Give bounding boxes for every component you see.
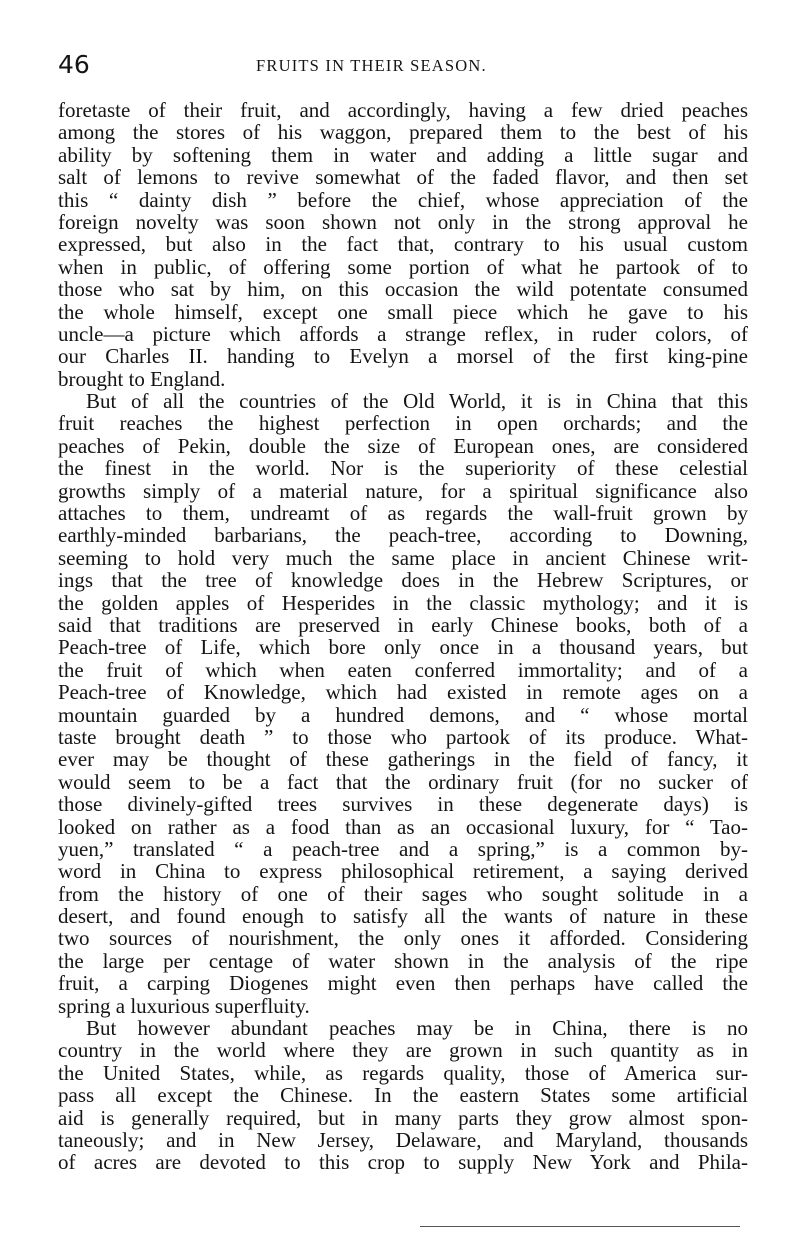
text-line: attaches to them, undreamt of as regards the wall-fruit grown by	[58, 501, 748, 526]
text-line: aid is generally required, but in many parts they grow almost spon-	[58, 1105, 748, 1130]
text-line: expressed, but also in the fact that, contrary to his usual custom	[58, 232, 748, 257]
text-line: the whole himself, except one small piece which he gave to his	[58, 299, 748, 324]
page-number: 46	[58, 50, 90, 79]
text-line: of acres are devoted to this crop to supply New York and Phila-	[58, 1150, 748, 1175]
text-line: the large per centage of water shown in the analysis of the ripe	[58, 948, 748, 973]
text-line: But of all the countries of the Old World, it is in China that this	[86, 389, 748, 414]
text-line: those divinely-gifted trees survives in these degenerate days) is	[58, 792, 748, 817]
text-line: fruit reaches the highest perfection in open orchards; and the	[58, 411, 748, 436]
text-line: spring a luxurious superfluity.	[58, 993, 310, 1018]
text-line: the fruit of which when eaten conferred immortality; and of a	[58, 657, 748, 682]
text-line: Peach-tree of Knowledge, which had existed in remote ages on a	[58, 680, 748, 705]
text-line: uncle—a picture which affords a strange reflex, in ruder colors, of	[58, 321, 748, 346]
text-line: pass all except the Chinese. In the eastern States some artificial	[58, 1083, 748, 1108]
text-line: foretaste of their fruit, and accordingly, having a few dried peaches	[58, 98, 748, 122]
text-line: growths simply of a material nature, for a spiritual significance also	[58, 478, 748, 503]
text-line: those who sat by him, on this occasion the wild potentate consumed	[58, 277, 748, 302]
text-line: word in China to express philosophical retirement, a saying derived	[58, 859, 748, 884]
text-line: desert, and found enough to satisfy all the wants of nature in these	[58, 904, 748, 929]
text-line: ability by softening them in water and adding a little sugar and	[58, 142, 748, 167]
text-line: ever may be thought of these gatherings in the field of fancy, it	[58, 747, 748, 772]
text-line: brought to England.	[58, 366, 226, 391]
text-line: taste brought death ” to those who partook of its produce. What-	[58, 724, 748, 749]
paragraph-1	[58, 99, 748, 390]
text-line: two sources of nourishment, the only ones it afforded. Considering	[58, 926, 748, 951]
text-line: salt of lemons to revive somewhat of the faded flavor, and then set	[58, 165, 748, 190]
bottom-rule	[420, 1226, 740, 1227]
text-line: from the history of one of their sages who sought solitude in a	[58, 881, 748, 906]
text-line: taneously; and in New Jersey, Delaware, and Maryland, thousands	[58, 1127, 748, 1152]
text-line: said that traditions are preserved in early Chinese books, both of a	[58, 612, 748, 637]
text-line: the finest in the world. Nor is the superiority of these celestial	[58, 456, 748, 481]
text-line: seeming to hold very much the same place in ancient Chinese writ-	[58, 545, 748, 570]
text-line: would seem to be a fact that the ordinary fruit (for no sucker of	[58, 769, 748, 794]
text-line: Peach-tree of Life, which bore only once in a thousand years, but	[58, 635, 748, 660]
text-line: yuen,” translated “ a peach-tree and a spring,” is a common by-	[58, 836, 748, 861]
running-head: FRUITS IN THEIR SEASON.	[256, 56, 487, 75]
paragraph-2	[58, 390, 748, 1017]
text-line: ings that the tree of knowledge does in the Hebrew Scriptures, or	[58, 568, 748, 593]
paragraph-3	[58, 1017, 748, 1174]
text-line: fruit, a carping Diogenes might even then perhaps have called the	[58, 971, 748, 996]
text-line: peaches of Pekin, double the size of European ones, are considered	[58, 433, 748, 458]
text-line: the United States, while, as regards quality, those of America sur-	[58, 1060, 748, 1085]
text-line: among the stores of his waggon, prepared them to the best of his	[58, 120, 748, 145]
text-line: the golden apples of Hesperides in the classic mythology; and it is	[58, 590, 748, 615]
text-line: But however abundant peaches may be in China, there is no	[86, 1016, 748, 1041]
text-line: looked on rather as a food than as an occasional luxury, for “ Tao-	[58, 814, 748, 839]
text-line: our Charles II. handing to Evelyn a morsel of the first king-pine	[58, 344, 748, 369]
text-line: country in the world where they are grown in such quantity as in	[58, 1038, 748, 1063]
text-line: mountain guarded by a hundred demons, and “ whose mortal	[58, 702, 748, 727]
page-header	[58, 50, 738, 80]
text-line: foreign novelty was soon shown not only in the strong approval he	[58, 209, 748, 234]
text-line: earthly-minded barbarians, the peach-tree, according to Downing,	[58, 523, 748, 548]
body-text	[58, 99, 748, 1174]
text-line: this “ dainty dish ” before the chief, whose appreciation of the	[58, 187, 748, 212]
text-line: when in public, of offering some portion of what he partook of to	[58, 254, 748, 279]
